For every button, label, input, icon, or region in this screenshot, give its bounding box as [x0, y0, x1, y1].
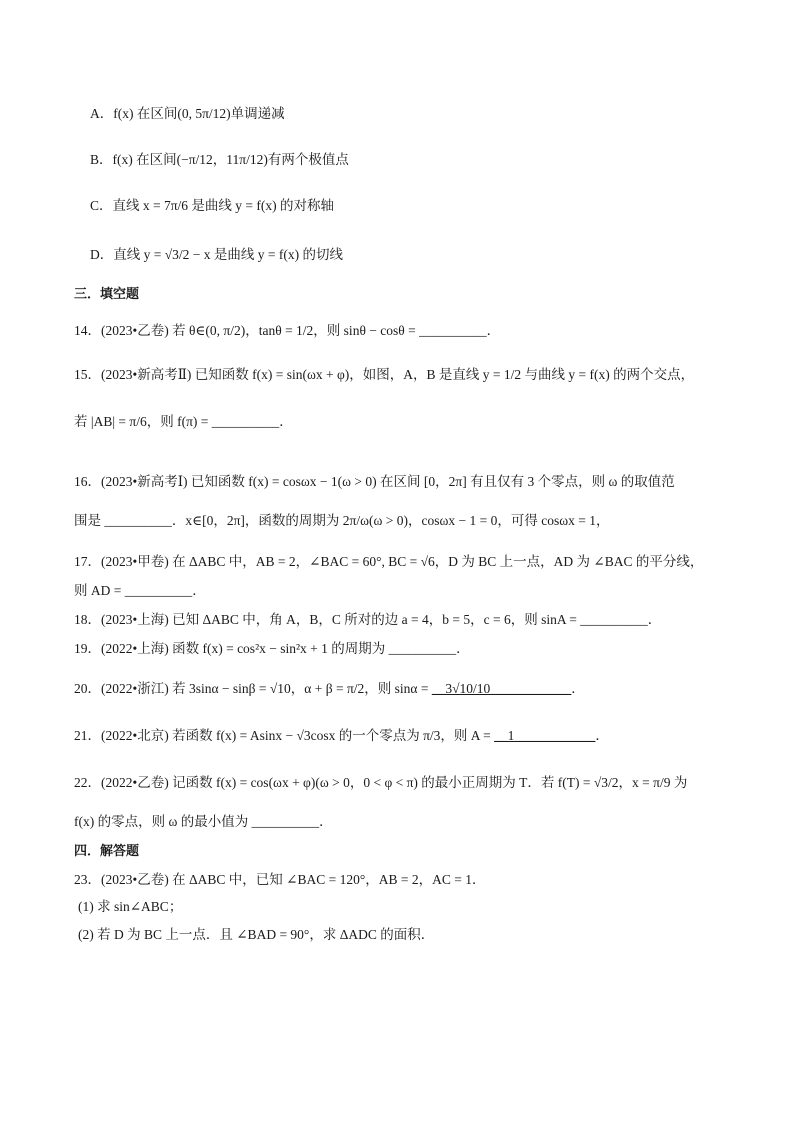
- question-22-line-2: f(x) 的零点，则 ω 的最小值为 __________．: [74, 814, 333, 829]
- question-23: 23．(2023•乙卷) 在 ΔABC 中，已知 ∠BAC = 120°，AB = 2，AC = 1．: [74, 872, 486, 887]
- question-20-text: 20．(2022•浙江) 若 3sinα − sinβ = √10，α + β = π/2，则 sinα =: [74, 681, 432, 696]
- question-21-answer: __1____________: [494, 728, 596, 743]
- question-17-line-1: 17．(2023•甲卷) 在 ΔABC 中，AB = 2，∠BAC = 60°, BC = √6，D 为 BC 上一点，AD 为 ∠BAC 的平分线，: [74, 554, 704, 569]
- question-22-line-1: 22．(2022•乙卷) 记函数 f(x) = cos(ωx + φ)(ω > 0，0 < φ < π) 的最小正周期为 T．若 f(T) = √3/2，x = π/9 为: [74, 775, 688, 790]
- section-answer-heading: 四．解答题: [74, 844, 140, 859]
- question-15-line-2: 若 |AB| = π/6，则 f(π) = __________．: [74, 414, 293, 429]
- question-15-line-1: 15．(2023•新高考Ⅱ) 已知函数 f(x) = sin(ωx + φ)，如图，A，B 是直线 y = 1/2 与曲线 y = f(x) 的两个交点，: [74, 367, 695, 382]
- question-21-text: 21．(2022•北京) 若函数 f(x) = Asinx − √3cosx 的一个零点为 π/3，则 A =: [74, 728, 495, 743]
- question-21: [74, 727, 609, 745]
- question-23-part-2: (2) 若 D 为 BC 上一点．且 ∠BAD = 90°，求 ΔADC 的面积．: [78, 927, 435, 942]
- section-fill-blank-heading: 三．填空题: [74, 287, 140, 302]
- option-b: B．f(x) 在区间(−π/12，11π/12)有两个极值点: [90, 152, 349, 167]
- question-14: 14．(2023•乙卷) 若 θ∈(0, π/2)，tanθ = 1/2，则 sinθ − cosθ = __________．: [74, 323, 501, 338]
- question-20: [74, 680, 585, 698]
- question-23-part-1: (1) 求 sin∠ABC；: [78, 899, 183, 914]
- question-19: 19．(2022•上海) 函数 f(x) = cos²x − sin²x + 1 的周期为 __________．: [74, 641, 470, 656]
- option-c: C．直线 x = 7π/6 是曲线 y = f(x) 的对称轴: [90, 198, 335, 213]
- question-20-answer: __3√10/10____________: [431, 681, 572, 696]
- question-16-line-2: 围是 __________．x∈[0，2π]，函数的周期为 2π/ω(ω > 0)，cosωx − 1 = 0，可得 cosωx = 1，: [74, 513, 610, 528]
- question-21-end: ．: [595, 728, 609, 743]
- question-18: 18．(2023•上海) 已知 ΔABC 中，角 A，B，C 所对的边 a = 4，b = 5，c = 6，则 sinA = __________．: [74, 612, 662, 627]
- option-d: D．直线 y = √3/2 − x 是曲线 y = f(x) 的切线: [90, 247, 343, 262]
- question-20-end: ．: [571, 681, 585, 696]
- option-a: A．f(x) 在区间(0, 5π/12)单调递减: [90, 106, 285, 121]
- question-16-line-1: 16．(2023•新高考Ⅰ) 已知函数 f(x) = cosωx − 1(ω > 0) 在区间 [0，2π] 有且仅有 3 个零点，则 ω 的取值范: [74, 474, 675, 489]
- question-17-line-2: 则 AD = __________．: [74, 583, 206, 598]
